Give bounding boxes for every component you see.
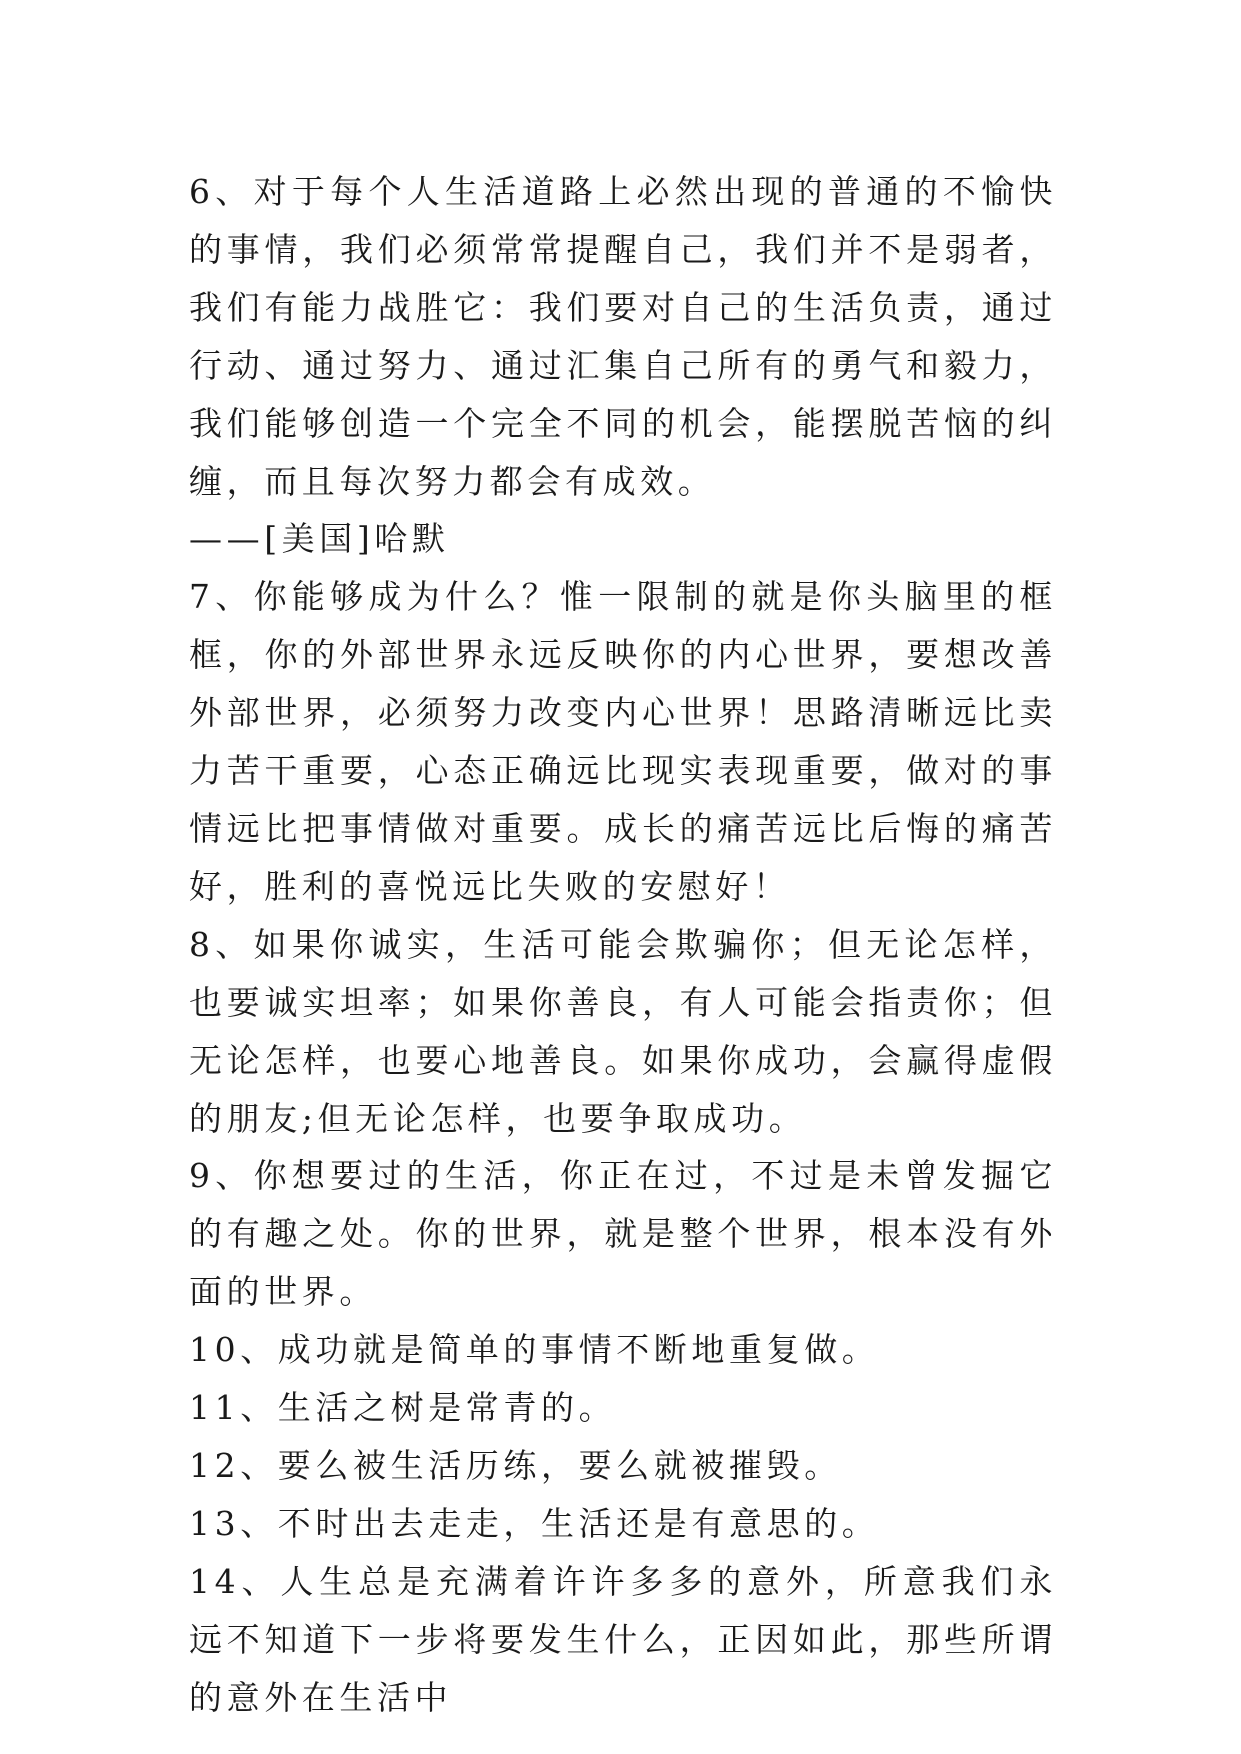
- paragraph-7: 7、你能够成为什么？惟一限制的就是你头脑里的框框，你的外部世界永远反映你的内心世界，要想改善外部世界，必须努力改变内心世界！思路清晰远比卖力苦干重要，心态正确远比现实表现重要，做对的事情远比把事情做对重要。成长的痛苦远比后悔的痛苦好，胜利的喜悦远比失败的安慰好！: [189, 577, 1057, 906]
- paragraph-13: 13、不时出去走走，生活还是有意思的。: [189, 1503, 880, 1543]
- paragraph-14: 14、人生总是充满着许许多多的意外，所意我们永远不知道下一步将要发生什么，正因如此，那些所谓的意外在生活中: [189, 1561, 1057, 1717]
- paragraph-6-attribution: ——[美国]哈默: [189, 519, 450, 559]
- paragraph-10: 10、成功就是简单的事情不断地重复做。: [189, 1330, 880, 1370]
- paragraph-9: 9、你想要过的生活，你正在过，不过是未曾发掘它的有趣之处。你的世界，就是整个世界，根本没有外面的世界。: [189, 1156, 1057, 1312]
- paragraph-6: 6、对于每个人生活道路上必然出现的普通的不愉快的事情，我们必须常常提醒自己，我们并不是弱者，我们有能力战胜它：我们要对自己的生活负责，通过行动、通过努力、通过汇集自己所有的勇气和毅力，我们能够创造一个完全不同的机会，能摆脱苦恼的纠缠，而且每次努力都会有成效。: [189, 172, 1057, 501]
- paragraph-8: 8、如果你诚实，生活可能会欺骗你；但无论怎样，也要诚实坦率；如果你善良，有人可能会指责你；但无论怎样，也要心地善良。如果你成功，会赢得虚假的朋友;但无论怎样，也要争取成功。: [189, 924, 1057, 1138]
- document-page: [189, 163, 1057, 1726]
- paragraph-11: 11、生活之树是常青的。: [189, 1388, 617, 1428]
- paragraph-12: 12、要么被生活历练，要么就被摧毁。: [189, 1445, 842, 1485]
